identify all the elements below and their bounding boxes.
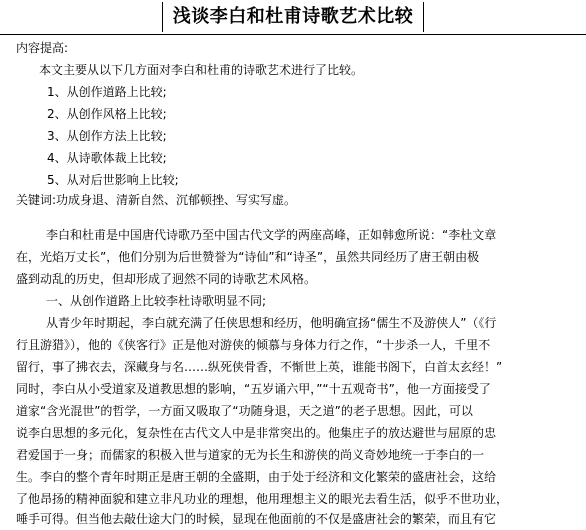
body-line: 了他昂扬的精神面貌和建立非凡功业的理想，他用理想主义的眼光去看生活，似乎不世功业， — [16, 492, 509, 506]
keywords-text: 功成身退、清新自然、沉郁顿挫、写实写虚。 — [56, 193, 297, 207]
body-line: 生。李白的整个青年时期正是唐王朝的全盛期，由于处于经济和文化繁荣的盛唐社会，这给 — [16, 470, 497, 484]
body-line: 道家“含光混世”的哲学，一方面又吸取了“功随身退，天之道”的老子思想。因此，可以 — [16, 404, 473, 418]
title-rule — [0, 34, 586, 35]
body-line: 君爱国于一身；而儒家的积极入世与道家的无为长生和游侠的尚义奇妙地统一于李白的一 — [16, 448, 485, 462]
title-bar — [0, 0, 586, 34]
point-item: 4、从诗歌体裁上比较; — [47, 151, 167, 165]
body-line: 盛到动乱的历史，但却形成了迥然不同的诗歌艺术风格。 — [16, 272, 317, 286]
body-line: 行且游猎》），他的《侠客行》正是他对游侠的倾慕与身体力行之作，“十步杀一人，千里不 — [16, 338, 491, 352]
point-item: 5、从对后世影响上比较; — [47, 173, 179, 187]
keywords-line — [16, 189, 296, 211]
body-line: 同时，李白从小受道家及道教思想的影响，“五岁诵六甲，”“十五观奇书”，他一方面接受了 — [16, 382, 491, 396]
summary-intro: 本文主要从以下几方面对李白和杜甫的诗歌艺术进行了比较。 — [39, 63, 364, 77]
document-title: 浅谈李白和杜甫诗歌艺术比较 — [162, 2, 424, 32]
body-line: 李白和杜甫是中国唐代诗歌乃至中国古代文学的两座高峰，正如韩愈所说：“李杜文章 — [46, 228, 497, 242]
point-item: 2、从创作风格上比较; — [47, 107, 167, 121]
point-item: 1、从创作道路上比较; — [47, 85, 167, 99]
summary-label: 内容提高: — [16, 41, 69, 55]
body-line: 从青少年时期起，李白就充满了任侠思想和经历，他明确宣扬“儒生不及游侠人”（《行 — [46, 316, 497, 330]
body-line: 在，光焰万丈长”，他们分别为后世赞誉为“诗仙”和“诗圣”，虽然共同经历了唐王朝由极 — [16, 250, 480, 264]
body-line: 说李白思想的多元化，复杂性在古代文人中是非常突出的。他集庄子的放达避世与屈原的忠 — [16, 426, 497, 440]
point-item: 3、从创作方法上比较; — [47, 129, 167, 143]
keywords-label: 关键词: — [16, 193, 57, 207]
body-line: 唾手可得。但当他去敲仕途大门的时候，显现在他面前的不仅是盛唐社会的繁荣，而且有它 — [16, 512, 497, 526]
body-line: 留行，事了拂衣去，深藏身与名……纵死侠骨香，不惭世上英，谁能书阁下，白首太玄经！” — [16, 360, 503, 374]
section-heading: 一、从创作道路上比较李杜诗歌明显不同; — [46, 294, 267, 308]
